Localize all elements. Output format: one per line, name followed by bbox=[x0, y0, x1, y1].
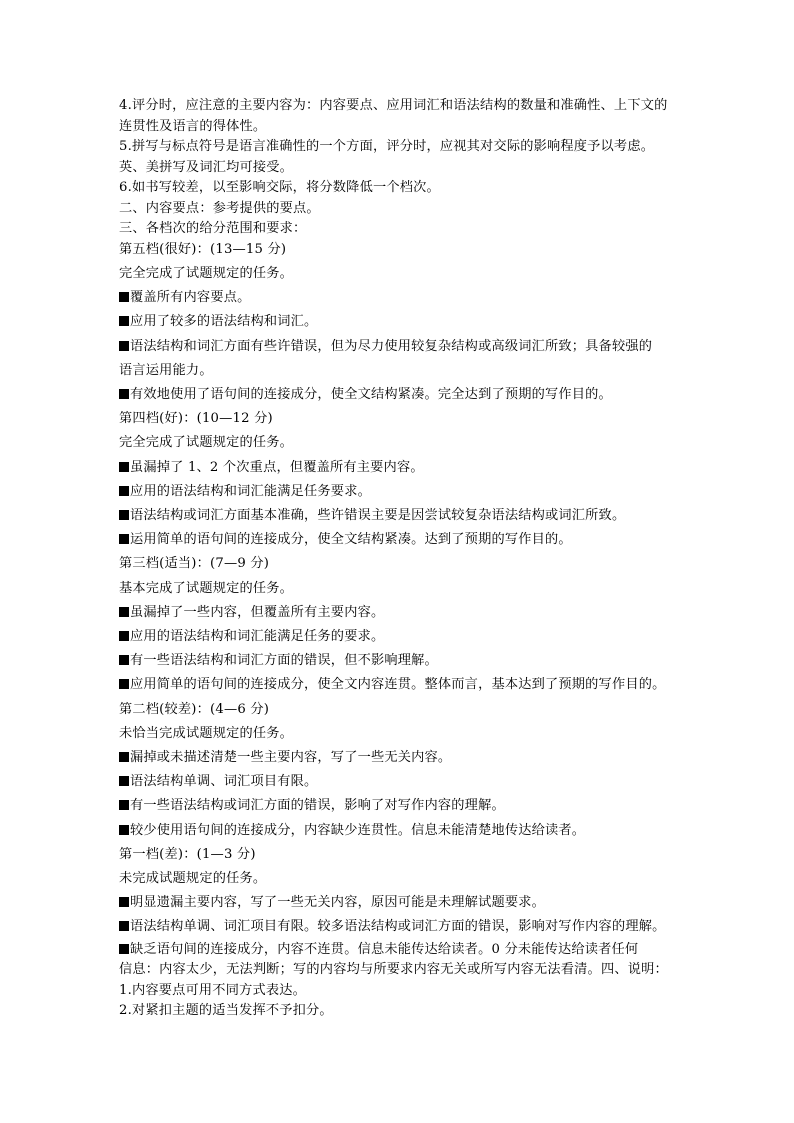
bullet-square-icon bbox=[119, 534, 129, 544]
text-line: 完全完成了试题规定的任务。 bbox=[119, 435, 294, 451]
text-line: 未完成试题规定的任务。 bbox=[119, 871, 267, 887]
section-heading: 三、各档次的给分范围和要求： bbox=[119, 221, 307, 236]
document-page bbox=[119, 96, 684, 1022]
bullet-line: 语法结构和词汇方面有些许错误，但为尽力使用较复杂结构或高级词汇所致；具备较强的 bbox=[119, 335, 684, 359]
bullet-square-icon bbox=[119, 679, 129, 689]
bullet-line: 语法结构单调、词汇项目有限。 bbox=[119, 770, 684, 794]
grade-heading: 第四档(好)：(10—12 分) bbox=[119, 411, 273, 427]
bullet-line: 有一些语法结构或词汇方面的错误，影响了对写作内容的理解。 bbox=[119, 794, 684, 818]
bullet-line: 漏掉或未描述清楚一些主要内容，写了一些无关内容。 bbox=[119, 746, 684, 770]
bullet-line: 覆盖所有内容要点。 bbox=[119, 286, 684, 310]
bullet-square-icon bbox=[119, 655, 129, 665]
bullet-line: 应用了较多的语法结构和词汇。 bbox=[119, 310, 684, 334]
bullet-square-icon bbox=[119, 776, 129, 786]
bullet-line: 有一些语法结构和词汇方面的错误，但不影响理解。 bbox=[119, 649, 684, 673]
grade-heading: 第二档(较差)：(4—6 分) bbox=[119, 701, 270, 717]
bullet-line: 应用的语法结构和词汇能满足任务的要求。 bbox=[119, 625, 684, 649]
bullet-square-icon bbox=[119, 800, 129, 810]
bullet-square-icon bbox=[119, 341, 129, 351]
bullet-square-icon bbox=[119, 486, 129, 496]
bullet-line: 明显遗漏主要内容，写了一些无关内容，原因可能是未理解试题要求。 bbox=[119, 891, 684, 915]
bullet-line: 应用简单的语句间的连接成分，使全文内容连贯。整体而言，基本达到了预期的写作目的。 bbox=[119, 673, 684, 697]
text-line: 4.评分时，应注意的主要内容为：内容要点、应用词汇和语法结构的数量和准确性、上下文的 bbox=[119, 98, 668, 113]
bullet-line: 较少使用语句间的连接成分，内容缺少连贯性。信息未能清楚地传达给读者。 bbox=[119, 819, 684, 843]
text-line: 英、美拼写及词汇均可接受。 bbox=[119, 159, 294, 175]
text-line: 6.如书写较差，以至影响交际，将分数降低一个档次。 bbox=[119, 180, 440, 195]
text-line: 未恰当完成试题规定的任务。 bbox=[119, 725, 294, 741]
text-line: 基本完成了试题规定的任务。 bbox=[119, 580, 294, 596]
section-heading: 二、内容要点：参考提供的要点。 bbox=[119, 200, 320, 216]
bullet-square-icon bbox=[119, 389, 129, 399]
bullet-line: 语法结构或词汇方面基本准确，些许错误主要是因尝试较复杂语法结构或词汇所致。 bbox=[119, 504, 684, 528]
bullet-square-icon bbox=[119, 462, 129, 472]
text-line: 1.内容要点可用不同方式表达。 bbox=[119, 982, 307, 998]
bullet-square-icon bbox=[119, 944, 129, 954]
bullet-square-icon bbox=[119, 825, 129, 835]
bullet-square-icon bbox=[119, 752, 129, 762]
grade-heading: 第五档(很好)：(13—15 分) bbox=[119, 241, 287, 257]
grade-heading: 第一档(差)：(1—3 分) bbox=[119, 846, 256, 862]
text-line: 5.拼写与标点符号是语言准确性的一个方面，评分时，应视其对交际的影响程度予以考虑。 bbox=[119, 139, 655, 154]
bullet-line: 运用简单的语句间的连接成分，使全文结构紧凑。达到了预期的写作目的。 bbox=[119, 528, 684, 552]
text-line: 2.对紧扣主题的适当发挥不予扣分。 bbox=[119, 1003, 333, 1019]
grade-heading: 第三档(适当)：(7—9 分) bbox=[119, 556, 270, 572]
text-line: 连贯性及语言的得体性。 bbox=[119, 118, 267, 134]
bullet-line: 虽漏掉了一些内容，但覆盖所有主要内容。 bbox=[119, 601, 684, 625]
bullet-line: 语法结构单调、词汇项目有限。较多语法结构或词汇方面的错误，影响对写作内容的理解。 bbox=[119, 915, 684, 939]
text-line: 语言运用能力。 bbox=[119, 362, 213, 378]
text-line: 信息：内容太少，无法判断；写的内容均与所要求内容无关或所写内容无法看清。四、说明： bbox=[119, 962, 668, 978]
text-line: 完全完成了试题规定的任务。 bbox=[119, 266, 294, 281]
bullet-line: 有效地使用了语句间的连接成分，使全文结构紧凑。完全达到了预期的写作目的。 bbox=[119, 383, 684, 407]
bullet-square-icon bbox=[119, 316, 129, 326]
bullet-square-icon bbox=[119, 897, 129, 907]
bullet-line: 应用的语法结构和词汇能满足任务要求。 bbox=[119, 480, 684, 504]
bullet-square-icon bbox=[119, 510, 129, 520]
bullet-line: 缺乏语句间的连接成分，内容不连贯。信息未能传达给读者。0 分未能传达给读者任何 bbox=[119, 940, 684, 961]
bullet-square-icon bbox=[119, 921, 129, 931]
bullet-square-icon bbox=[119, 631, 129, 641]
bullet-square-icon bbox=[119, 292, 129, 302]
bullet-square-icon bbox=[119, 607, 129, 617]
bullet-line: 虽漏掉了 1、2 个次重点，但覆盖所有主要内容。 bbox=[119, 456, 684, 480]
